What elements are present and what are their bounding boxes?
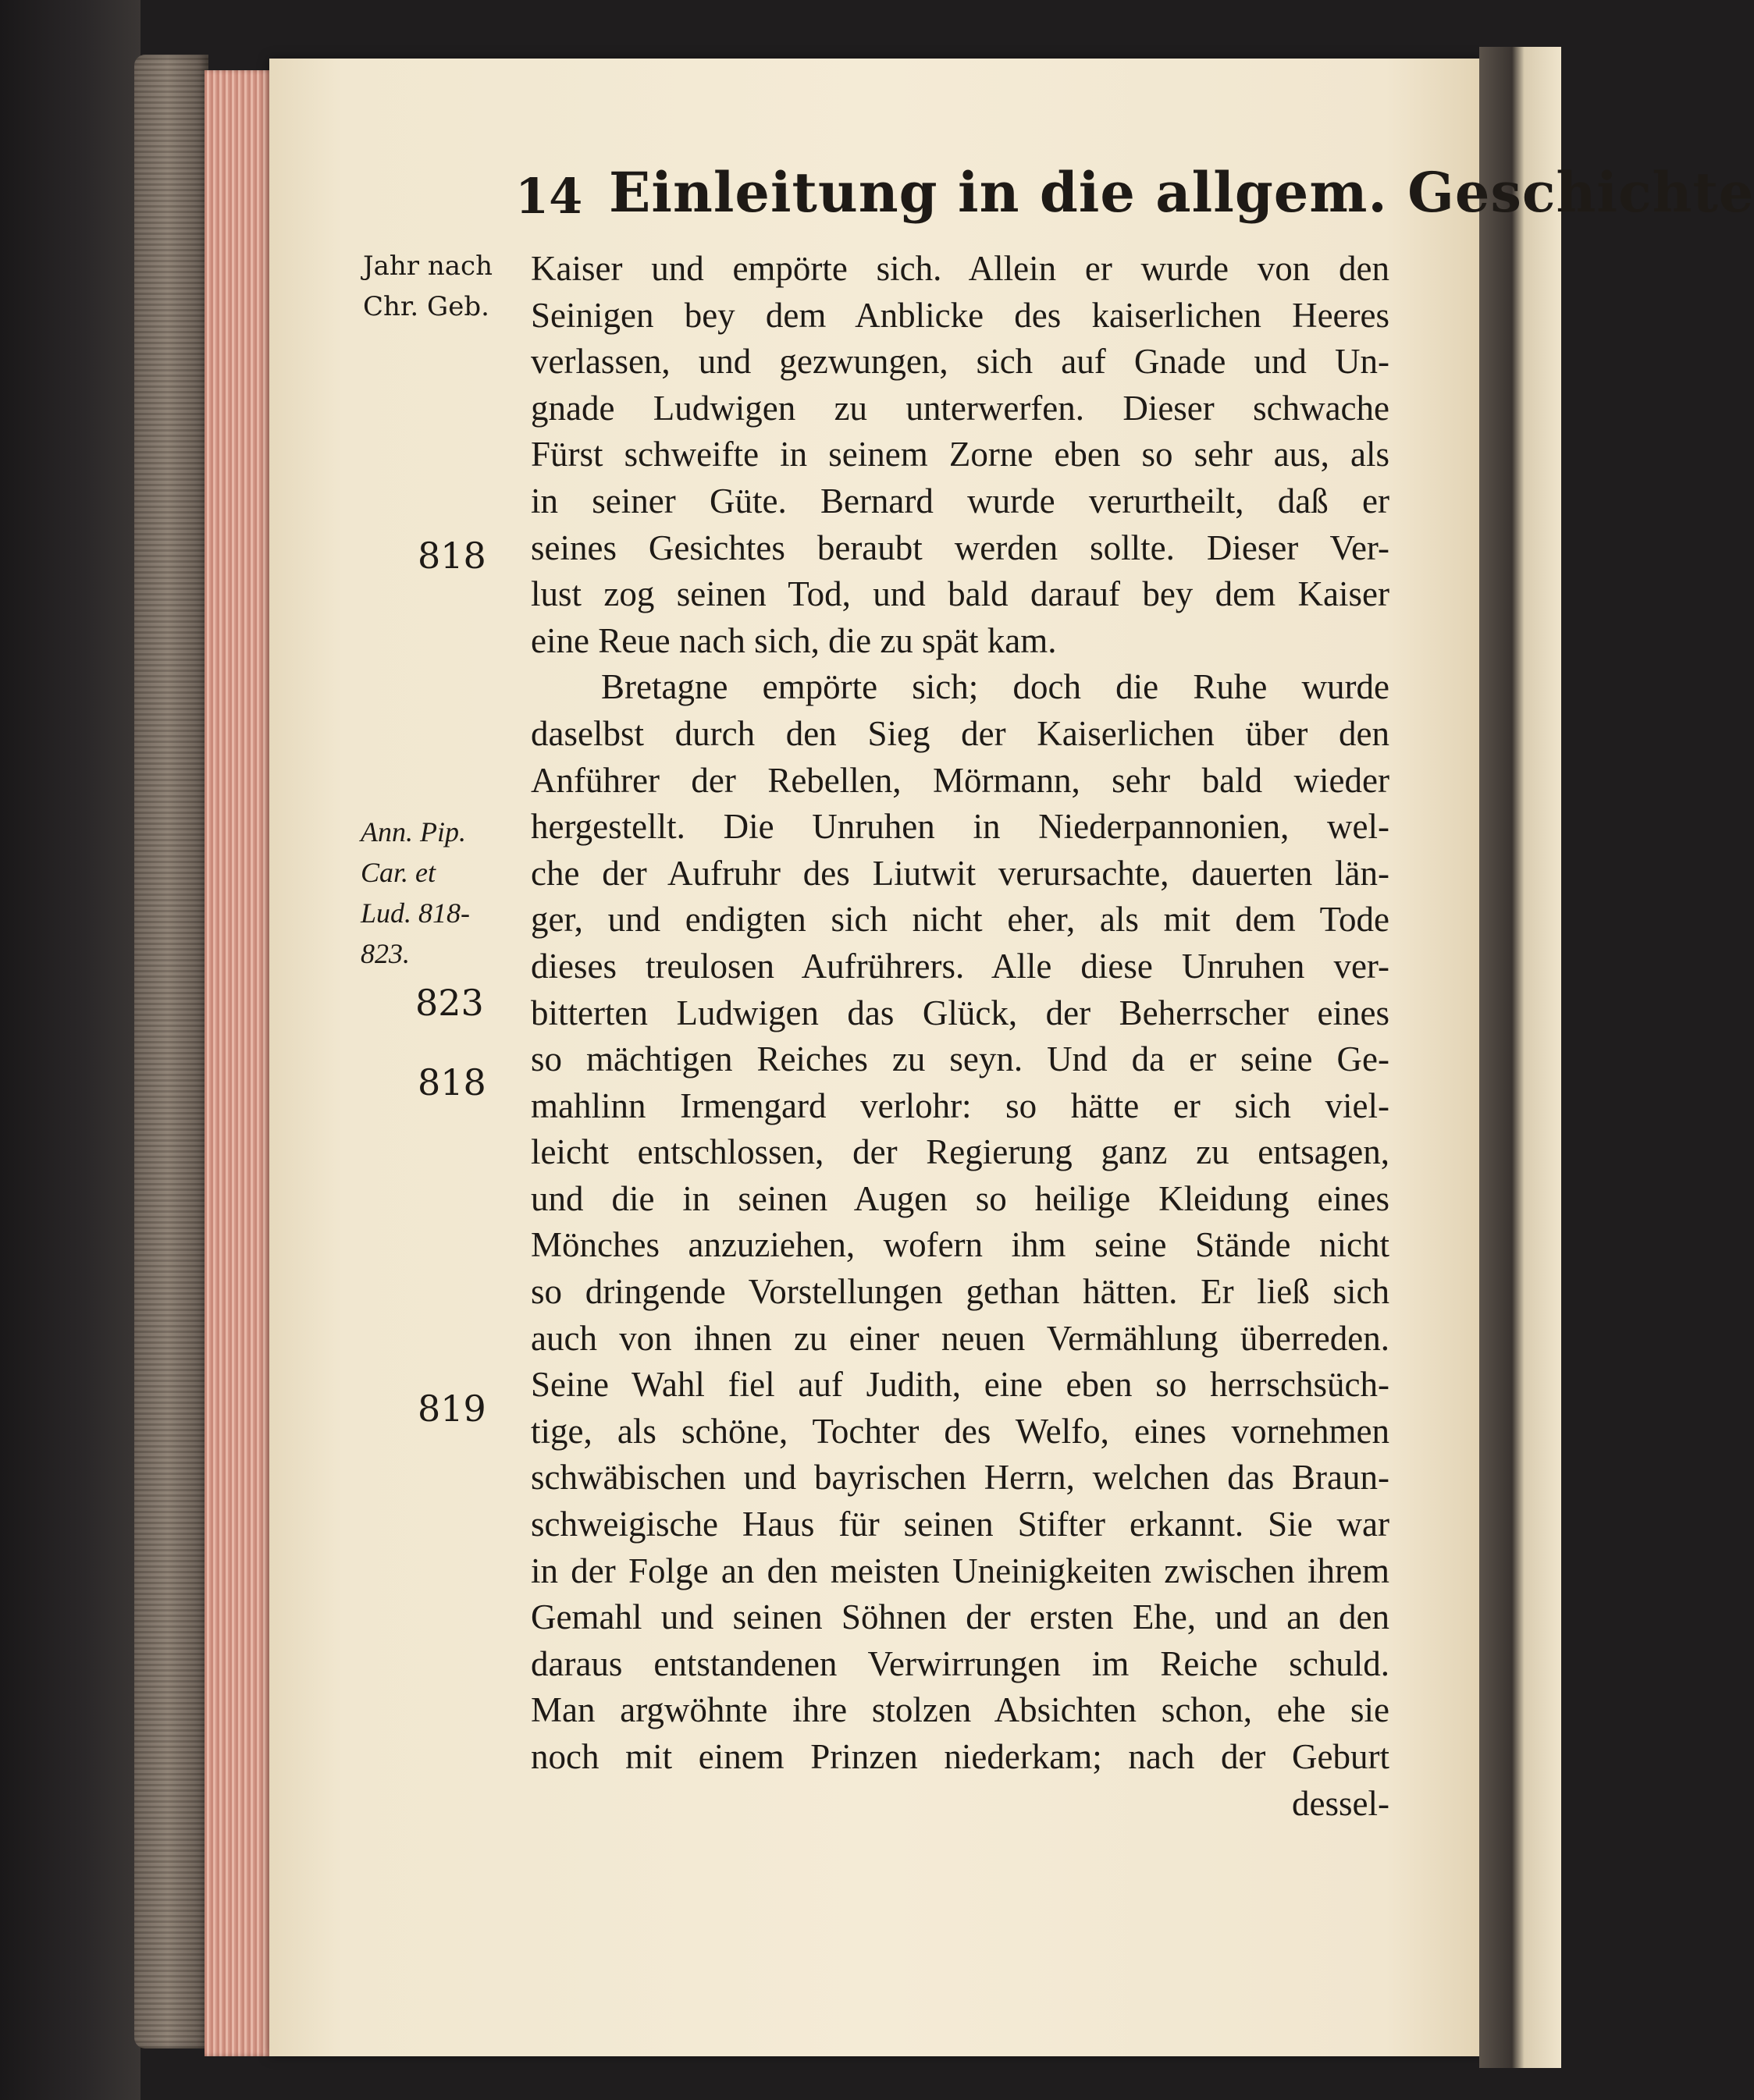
text-line: so dringende Vorstellungen gethan hätten. Er ließ sich: [531, 1272, 1389, 1312]
text-line: che der Aufruhr des Liutwit verursachte, dauerten län-: [531, 853, 1389, 893]
text-line: Man argwöhnte ihre stolzen Absichten schon, ehe sie: [531, 1690, 1389, 1730]
body-text: [531, 246, 1389, 1827]
running-title: Einleitung in die allgem. Geschichte: [609, 160, 1754, 225]
text-line: schweigische Haus für seinen Stifter erkannt. Sie war: [531, 1505, 1389, 1544]
text-line: in seiner Güte. Bernard wurde verurtheilt, daß er: [531, 481, 1389, 521]
margin-year: 819: [418, 1388, 486, 1430]
margin-year: 818: [418, 1061, 486, 1103]
text-line: noch mit einem Prinzen niederkam; nach der Geburt: [531, 1737, 1389, 1776]
text-line: daraus entstandenen Verwirrungen im Reiche schuld.: [531, 1643, 1389, 1683]
text-line: lust zog seinen Tod, und bald darauf bey dem Kaiser: [531, 574, 1389, 614]
book-binding: [134, 55, 208, 2048]
text-line: eine Reue nach sich, die zu spät kam.: [531, 620, 1057, 660]
text-line: Mönches anzuziehen, wofern ihm seine Stände nicht: [531, 1225, 1389, 1265]
text-line: Seine Wahl fiel auf Judith, eine eben so herrschsüch-: [531, 1365, 1389, 1405]
margin-reference-line: 823.: [361, 938, 410, 969]
text-line: Anführer der Rebellen, Mörmann, sehr bald wieder: [531, 760, 1389, 800]
margin-year: 818: [418, 535, 486, 577]
margin-column-header: [363, 246, 519, 327]
text-line: seines Gesichtes beraubt werden sollte. Dieser Ver-: [531, 528, 1389, 567]
text-line: so mächtigen Reiches zu seyn. Und da er seine Ge-: [531, 1039, 1389, 1079]
catchword: dessel-: [1292, 1783, 1389, 1823]
margin-reference-line: Car. et: [361, 857, 436, 888]
text-line: Bretagne empörte sich; doch die Ruhe wurde: [601, 667, 1389, 707]
text-line: Seinigen bey dem Anblicke des kaiserlichen Heeres: [531, 295, 1389, 335]
margin-reference-line: Ann. Pip.: [361, 816, 466, 847]
text-line: mahlinn Irmengard verlohr: so hätte er sich viel-: [531, 1086, 1389, 1125]
book-gutter: [1479, 47, 1561, 2068]
text-line: verlassen, und gezwungen, sich auf Gnade und Un-: [531, 342, 1389, 382]
page-edges: [205, 70, 273, 2056]
text-line: Gemahl und seinen Söhnen der ersten Ehe, und an den: [531, 1597, 1389, 1637]
text-line: leicht entschlossen, der Regierung ganz zu entsagen,: [531, 1132, 1389, 1172]
text-line: auch von ihnen zu einer neuen Vermählung überreden.: [531, 1318, 1389, 1358]
page-header: [515, 160, 1754, 230]
text-line: ger, und endigten sich nicht eher, als mit dem Tode: [531, 900, 1389, 940]
text-line: schwäbischen und bayrischen Herrn, welchen das Braun-: [531, 1458, 1389, 1498]
text-line: gnade Ludwigen zu unterwerfen. Dieser schwache: [531, 388, 1389, 428]
margin-header-line: Chr. Geb.: [363, 291, 489, 322]
margin-year: 823: [415, 982, 484, 1024]
text-line: tige, als schöne, Tochter des Welfo, eines vornehmen: [531, 1411, 1389, 1451]
text-line: Kaiser und empörte sich. Allein er wurde von den: [531, 249, 1389, 288]
text-line: und die in seinen Augen so heilige Kleidung eines: [531, 1178, 1389, 1218]
text-line: in der Folge an den meisten Uneinigkeiten zwischen ihrem: [531, 1551, 1389, 1590]
text-line: hergestellt. Die Unruhen in Niederpannonien, wel-: [531, 807, 1389, 847]
margin-reference-line: Lud. 818-: [361, 897, 471, 929]
text-line: Fürst schweifte in seinem Zorne eben so sehr aus, als: [531, 435, 1389, 474]
text-line: bitterten Ludwigen das Glück, der Beherrscher eines: [531, 993, 1389, 1032]
text-line: dieses treulosen Aufrührers. Alle diese Unruhen ver-: [531, 946, 1389, 986]
background-left: [0, 0, 141, 2100]
text-line: daselbst durch den Sieg der Kaiserlichen über den: [531, 713, 1389, 753]
margin-source-reference: [361, 812, 525, 974]
page-number: 14: [515, 168, 583, 225]
margin-header-line: Jahr nach: [363, 251, 493, 282]
